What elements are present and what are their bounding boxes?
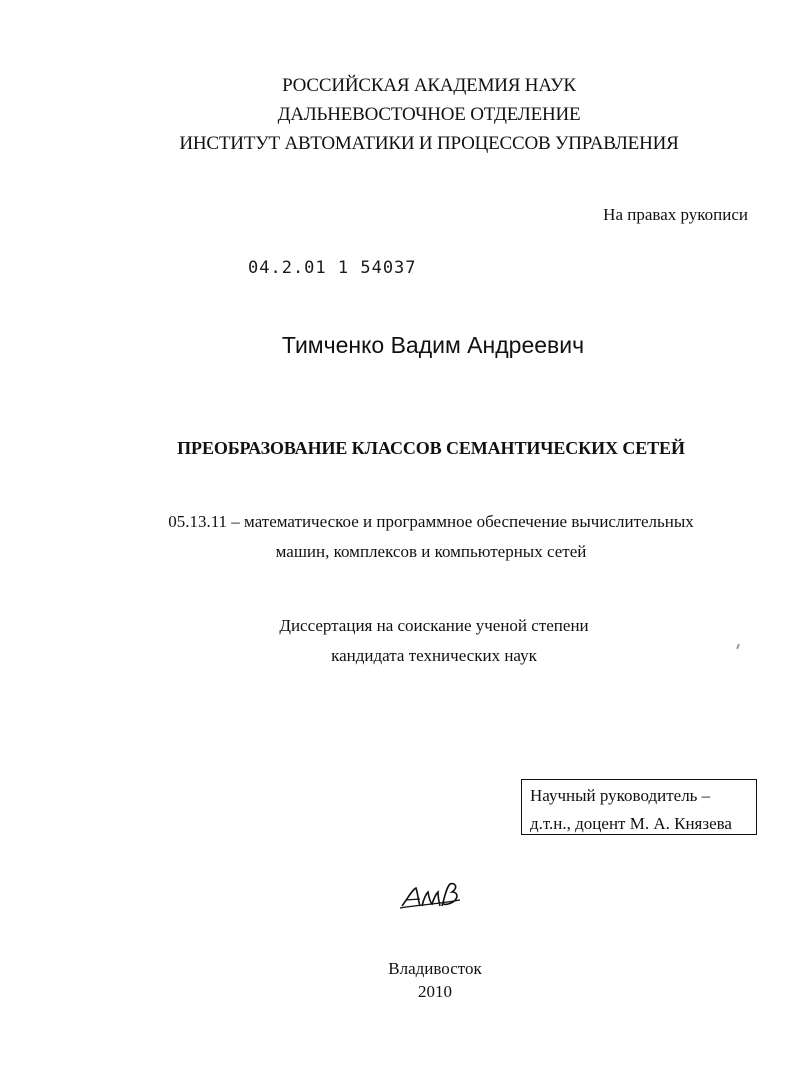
header-branch: ДАЛЬНЕВОСТОЧНОЕ ОТДЕЛЕНИЕ <box>277 104 581 125</box>
header-institute: ИНСТИТУТ АВТОМАТИКИ И ПРОЦЕССОВ УПРАВЛЕНИЯ <box>179 133 679 154</box>
specialty-line-1: 05.13.11 – математическое и программное обеспечение вычислительных <box>168 512 694 531</box>
degree-line-2: кандидата технических наук <box>331 646 537 665</box>
author-name: Тимченко Вадим Андреевич <box>281 332 585 358</box>
specialty-line-2: машин, комплексов и компьютерных сетей <box>275 542 587 561</box>
publication-year: 2010 <box>418 982 452 1001</box>
advisor-name: д.т.н., доцент М. А. Князева <box>530 814 732 833</box>
header-academy: РОССИЙСКАЯ АКАДЕМИЯ НАУК <box>282 75 576 96</box>
registration-code-stamp: 04.2.01 1 54037 <box>248 258 417 278</box>
handwritten-signature-icon <box>398 880 462 916</box>
advisor-label: Научный руководитель – <box>530 786 711 805</box>
degree-line-1: Диссертация на соискание ученой степени <box>279 616 589 635</box>
advisor-box <box>521 779 757 835</box>
dissertation-title: ПРЕОБРАЗОВАНИЕ КЛАССОВ СЕМАНТИЧЕСКИХ СЕТЕЙ <box>177 438 685 458</box>
place-city: Владивосток <box>388 959 482 978</box>
rights-note: На правах рукописи <box>603 205 748 224</box>
